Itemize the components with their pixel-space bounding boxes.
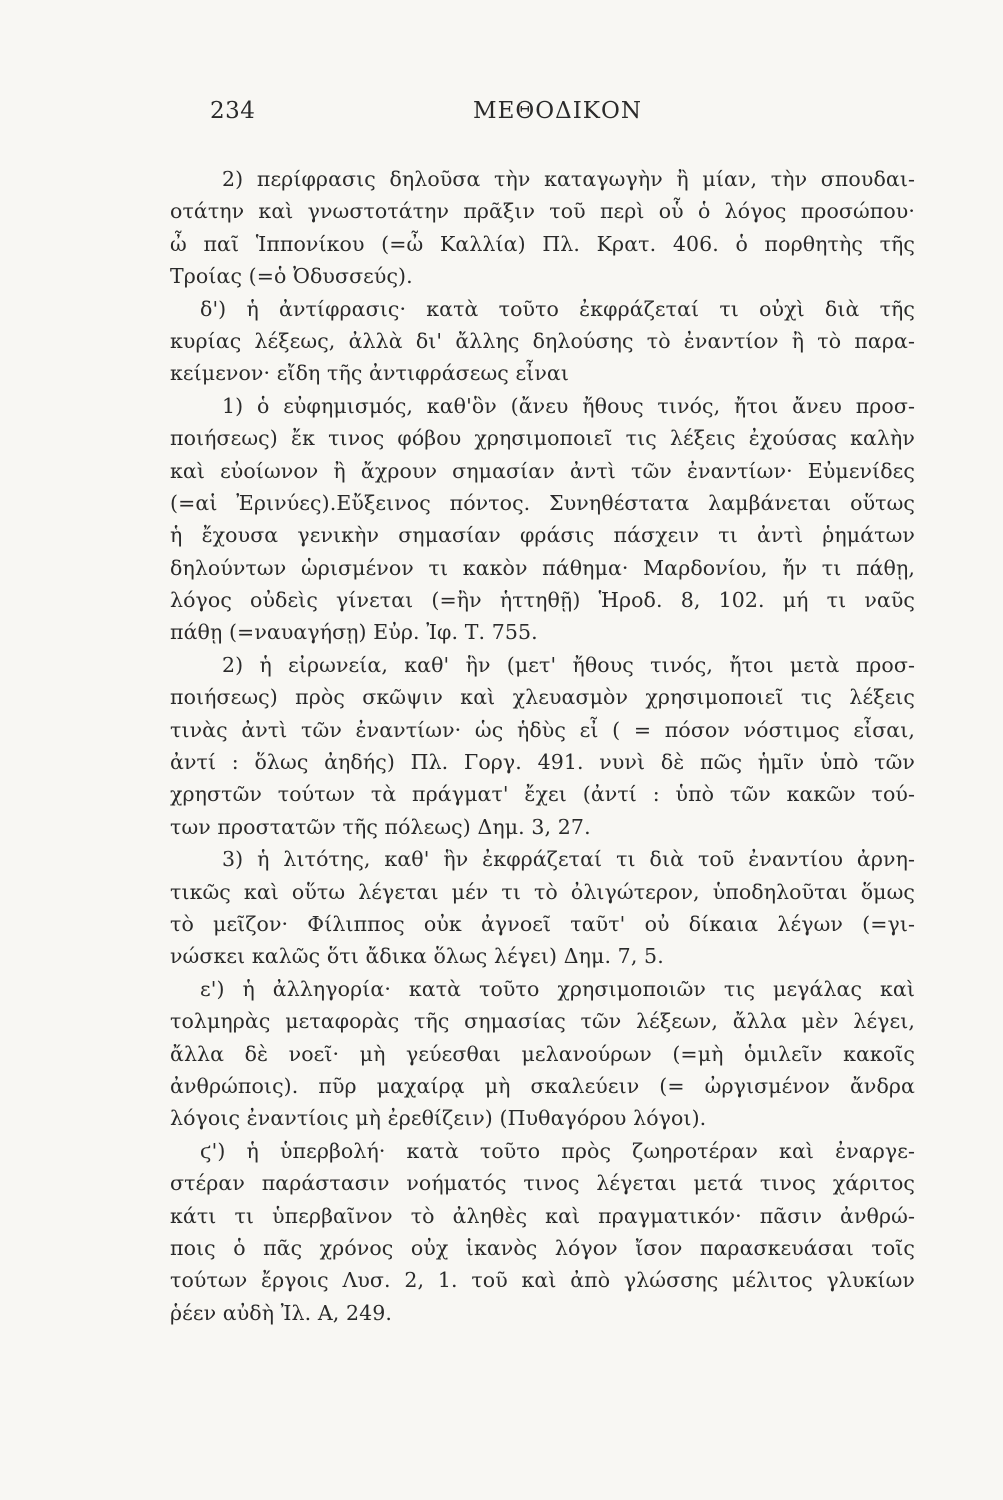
text-line: 2) ἡ εἰρωνεία, καθ' ἣν (μετ' ἤθους τινός, ἤτοι μετὰ προσ- — [222, 652, 915, 677]
text-line: δηλούντων ὡρισμένον τι κακὸν πάθημα· Μαρδονίου, ἤν τι πάθῃ, — [170, 555, 915, 580]
text-line: ὦ παῖ Ἱππονίκου (=ὦ Καλλία) Πλ. Κρατ. 406. ὁ πορθητὴς τῆς — [170, 231, 915, 256]
text-line: ποιήσεως) πρὸς σκῶψιν καὶ χλευασμὸν χρησιμοποιεῖ τις λέξεις — [170, 685, 915, 710]
text-line: ποις ὁ πᾶς χρόνος οὐχ ἱκανὸς λόγον ἴσον παρασκευάσαι τοῖς — [170, 1235, 915, 1260]
text-line: (=αἱ Ἐρινύες).Εὔξεινος πόντος. Συνηθέστατα λαμβάνεται οὕτως — [170, 490, 915, 515]
text-line: λόγοις ἐναντίοις μὴ ἐρεθίζειν) (Πυθαγόρου λόγοι). — [170, 1106, 707, 1131]
text-line: 2) περίφρασις δηλοῦσα τὴν καταγωγὴν ἢ μίαν, τὴν σπουδαι- — [222, 167, 915, 191]
text-line: 1) ὁ εὐφημισμός, καθ'ὃν (ἄνευ ἤθους τινός, ἤτοι ἄνευ προσ- — [222, 393, 915, 418]
text-line: νώσκει καλῶς ὅτι ἄδικα ὅλως λέγει) Δημ. 7, 5. — [170, 944, 664, 969]
text-line: ῥέεν αὐδὴ Ἰλ. Α, 249. — [170, 1300, 393, 1325]
text-line: ἀνθρώποις). πῦρ μαχαίρᾳ μὴ σκαλεύειν (= ὠργισμένον ἄνδρα — [170, 1073, 915, 1098]
text-line: 3) ἡ λιτότης, καθ' ἣν ἐκφράζεταί τι διὰ τοῦ ἐναντίου ἀρνη- — [222, 847, 915, 872]
text-line: κάτι τι ὑπερβαῖνον τὸ ἀληθὲς καὶ πραγματικόν· πᾶσιν ἀνθρώ- — [170, 1203, 915, 1228]
text-line: δ') ἡ ἀντίφρασις· κατὰ τοῦτο ἐκφράζεταί τι οὐχὶ διὰ τῆς — [200, 296, 915, 321]
text-line: ποιήσεως) ἔκ τινος φόβου χρησιμοποιεῖ τις λέξεις ἐχούσας καλὴν — [170, 426, 915, 451]
page-number: 234 — [210, 98, 256, 124]
text-line: ἀντί : ὅλως ἀηδής) Πλ. Γοργ. 491. νυνὶ δὲ πῶς ἡμῖν ὑπὸ τῶν — [170, 750, 915, 775]
text-line: καὶ εὐοίωνον ἢ ἄχρουν σημασίαν ἀντὶ τῶν ἐναντίων· Εὐμενίδες — [170, 458, 915, 483]
text-line: πάθῃ (=ναυαγήσῃ) Εὐρ. Ἰφ. Τ. 755. — [170, 620, 538, 645]
text-line: τούτων ἔργοις Λυσ. 2, 1. τοῦ καὶ ἀπὸ γλώσσης μέλιτος γλυκίων — [170, 1268, 915, 1293]
running-title: ΜΕΘΟΔΙΚΟΝ — [473, 98, 642, 124]
text-line: χρηστῶν τούτων τὰ πράγματ' ἔχει (ἀντί : ὑπὸ τῶν κακῶν τού- — [170, 782, 915, 807]
text-line: ἡ ἔχουσα γενικὴν σημασίαν φράσις πάσχειν τι ἀντὶ ῥημάτων — [170, 523, 915, 548]
text-line: οτάτην καὶ γνωστοτάτην πρᾶξιν τοῦ περὶ οὗ ὁ λόγος προσώπου· — [170, 199, 915, 224]
body-text — [170, 163, 915, 1329]
text-line: λόγος οὐδεὶς γίνεται (=ἢν ἡττηθῇ) Ἡροδ. 8, 102. μή τι ναῦς — [170, 588, 915, 613]
text-line: τικῶς καὶ οὕτω λέγεται μέν τι τὸ ὀλιγώτερον, ὑποδηλοῦται ὅμως — [170, 879, 915, 904]
text-line: στέραν παράστασιν νοήματός τινος λέγεται μετά τινος χάριτος — [170, 1171, 915, 1196]
text-line: Τροίας (=ὁ Ὀδυσσεύς). — [170, 264, 413, 289]
text-line: κείμενον· εἴδη τῆς ἀντιφράσεως εἶναι — [170, 361, 569, 386]
text-line: ϛ') ἡ ὑπερβολή· κατὰ τοῦτο πρὸς ζωηροτέραν καὶ ἐναργε- — [200, 1138, 915, 1163]
text-line: τὸ μεῖζον· Φίλιππος οὐκ ἀγνοεῖ ταῦτ' οὐ δίκαια λέγων (=γι- — [170, 911, 915, 936]
text-line: τολμηρὰς μεταφορὰς τῆς σημασίας τῶν λέξεων, ἄλλα μὲν λέγει, — [170, 1009, 915, 1034]
text-line: των προστατῶν τῆς πόλεως) Δημ. 3, 27. — [170, 814, 591, 839]
running-head — [170, 98, 945, 148]
text-line: ε') ἡ ἀλληγορία· κατὰ τοῦτο χρησιμοποιῶν τις μεγάλας καὶ — [200, 976, 915, 1001]
text-line: ἄλλα δὲ νοεῖ· μὴ γεύεσθαι μελανούρων (=μὴ ὁμιλεῖν κακοῖς — [170, 1041, 915, 1066]
text-line: κυρίας λέξεως, ἀλλὰ δι' ἄλλης δηλούσης τὸ ἐναντίον ἢ τὸ παρα- — [170, 328, 915, 353]
text-line: τινὰς ἀντὶ τῶν ἐναντίων· ὡς ἡδὺς εἶ ( = πόσον νόστιμος εἶσαι, — [170, 717, 915, 742]
